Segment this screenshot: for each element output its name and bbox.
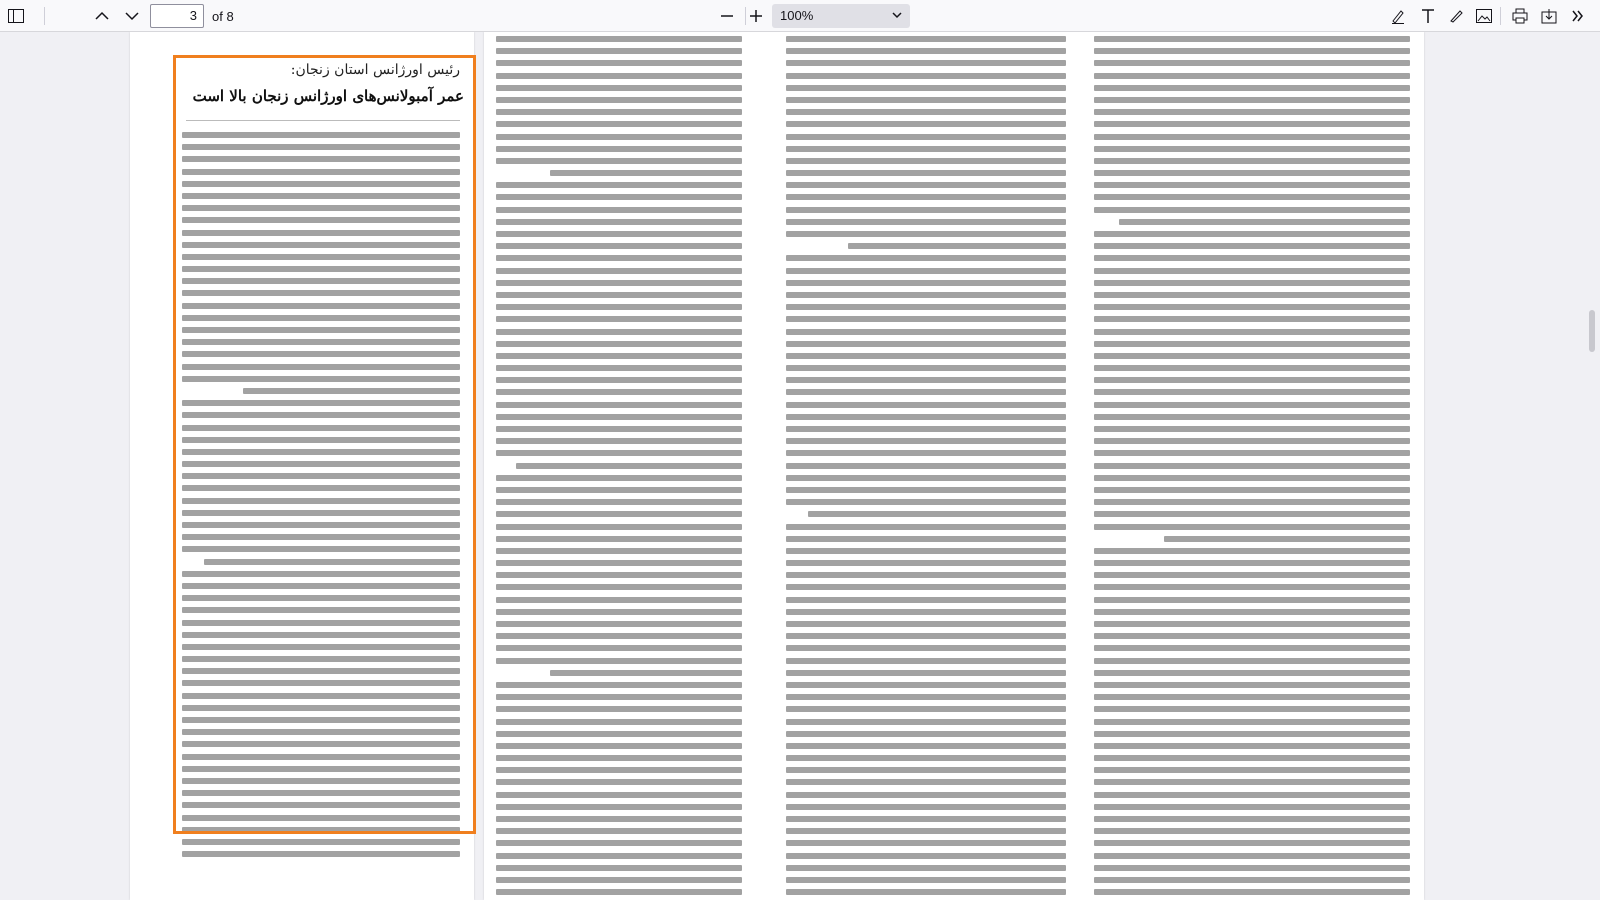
pdf-toolbar — [0, 0, 1600, 32]
article-subtitle: رئیس اورژانس استان زنجان: — [290, 62, 460, 78]
text-column-1 — [496, 36, 742, 900]
chevron-down-icon — [892, 4, 902, 28]
page-number-input[interactable]: 3 — [150, 4, 204, 28]
text-column-3 — [1094, 36, 1410, 900]
sidebar-toggle-icon[interactable] — [4, 4, 28, 28]
zoom-select[interactable] — [772, 4, 910, 28]
selection-highlight-box — [173, 55, 476, 834]
draw-icon[interactable] — [1444, 4, 1468, 28]
image-icon[interactable] — [1472, 4, 1496, 28]
print-icon[interactable] — [1508, 4, 1532, 28]
pdf-page-right — [484, 32, 1424, 900]
chevron-up-icon[interactable] — [90, 4, 114, 28]
double-chevron-right-icon[interactable] — [1566, 4, 1590, 28]
chevron-down-icon[interactable] — [120, 4, 144, 28]
toolbar-separator — [44, 7, 45, 25]
text-column-2 — [786, 36, 1066, 900]
scrollbar-thumb[interactable] — [1589, 310, 1595, 352]
plus-icon[interactable] — [744, 4, 768, 28]
text-icon[interactable] — [1416, 4, 1440, 28]
page-count-label: of 8 — [212, 9, 234, 24]
minus-icon[interactable] — [715, 4, 739, 28]
article-title: عمر آمبولانس‌های اورژانس زنجان بالا است — [192, 87, 464, 105]
save-icon[interactable] — [1537, 4, 1561, 28]
zoom-value: 100% — [780, 8, 814, 23]
toolbar-separator — [1500, 7, 1501, 25]
vertical-scrollbar[interactable] — [1584, 32, 1600, 900]
highlight-pen-icon[interactable] — [1386, 4, 1410, 28]
